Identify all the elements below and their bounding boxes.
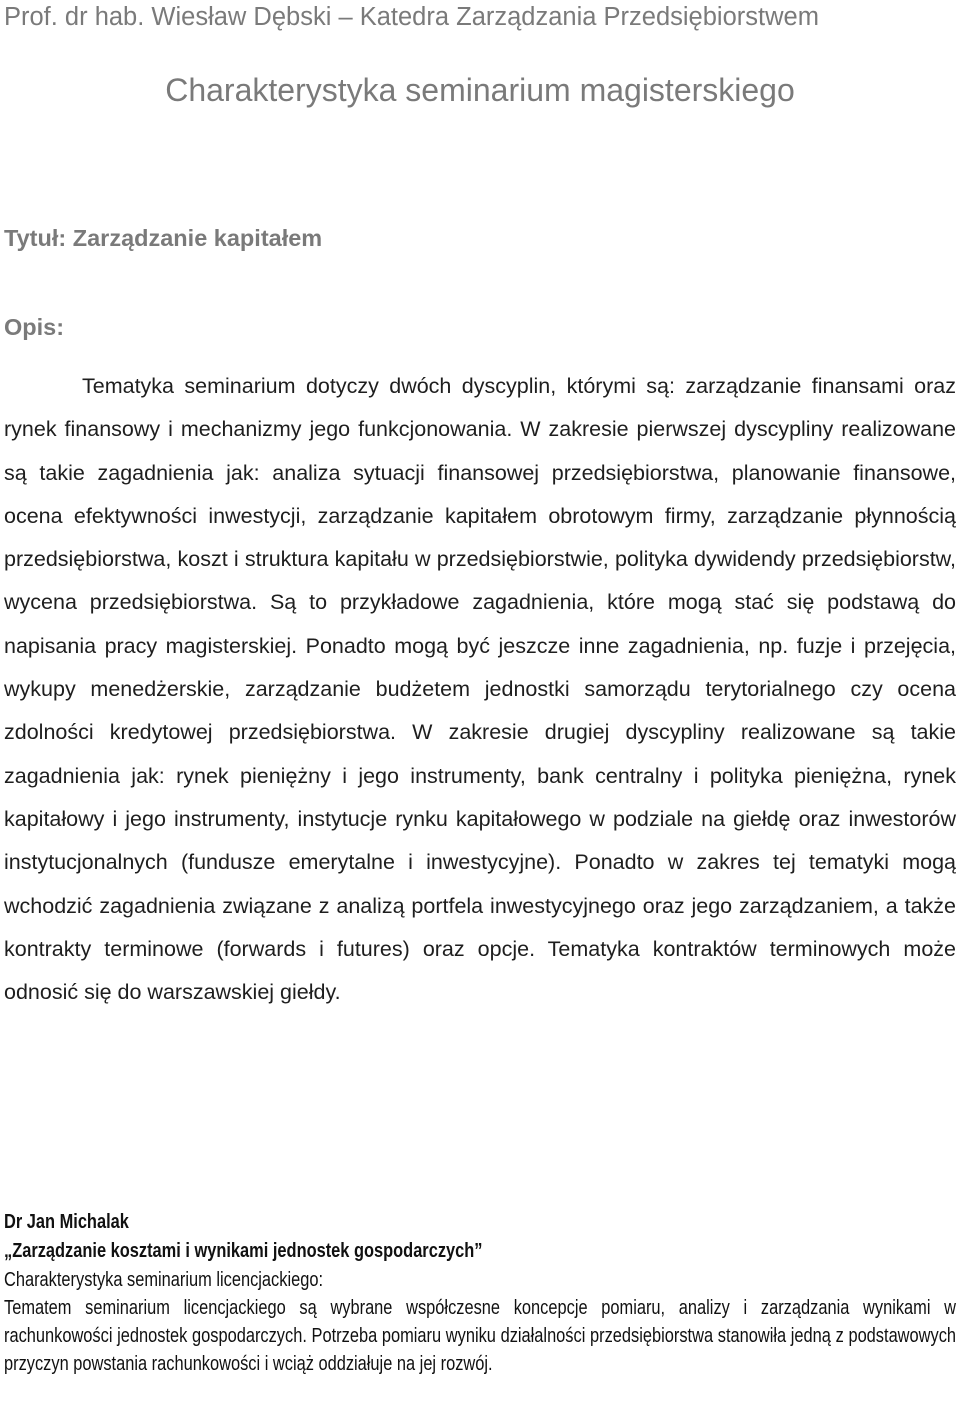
course-title: „Zarządzanie kosztami i wynikami jednostek gospodarczych” xyxy=(4,1240,483,1262)
page-header: Prof. dr hab. Wiesław Dębski – Katedra Zarządzania Przedsiębiorstwem xyxy=(4,3,819,31)
description-paragraph: Tematyka seminarium dotyczy dwóch dyscyplin, którymi są: zarządzanie finansami oraz rynek finansowy i mechanizmy jego funkcjonowania. W zakresie pierwszej dyscypliny realizowane są takie zagadnienia jak: analiza sytuacji finansowej przedsiębiorstwa, planowanie finansowe, ocena efektywności inwestycji, zarządzanie kapitałem obrotowym firmy, zarządzanie płynnością przedsiębiorstwa, koszt i struktura kapitału w przedsiębiorstwie, polityka dywidendy przedsiębiorstw, wycena przedsiębiorstwa. Są to przykładowe zagadnienia, które mogą stać się podstawą do napisania pracy magisterskiej. Ponadto mogą być jeszcze inne zagadnienia, np. fuzje i przejęcia, wykupy menedżerskie, zarządzanie budżetem jednostki samorządu terytorialnego czy ocena zdolności kredytowej przedsiębiorstwa. W zakresie drugiej dyscypliny realizowane są takie zagadnienia jak: rynek pieniężny i jego instrumenty, bank centralny i polityka pieniężna, rynek kapitałowy i jego instrumenty, instytucje rynku kapitałowego w podziale na giełdę oraz inwestorów instytucjonalnych (fundusze emerytalne i inwestycyjne). Ponadto w zakres tej tematyki mogą wchodzić zagadnienia związane z analizą portfela inwestycyjnego oraz jego zarządzaniem, a także kontrakty terminowe (forwards i futures) oraz opcje. Tematyka kontraktów terminowych może odnosić się do warszawskiej giełdy. xyxy=(4,374,956,1005)
section-subtitle: Charakterystyka seminarium licencjackiego: xyxy=(4,1269,324,1291)
seminar-topic: Tytuł: Zarządzanie kapitałem xyxy=(4,225,323,251)
author-name: Dr Jan Michalak xyxy=(4,1211,129,1233)
document-title: Charakterystyka seminarium magisterskiego xyxy=(165,72,795,108)
second-seminar-section xyxy=(4,1208,956,1378)
description-label: Opis: xyxy=(4,314,65,340)
section-paragraph: Tematem seminarium licencjackiego są wybrane współczesne koncepcje pomiaru, analizy i zarządzania wynikami w rachunkowości jednostek gospodarczych. Potrzeba pomiaru wyniku działalności przedsiębiorstwa stanowiła jedną z podstawowych przyczyn powstania rachunkowości i wciąż oddziałuje na jej rozwój. xyxy=(4,1297,957,1375)
